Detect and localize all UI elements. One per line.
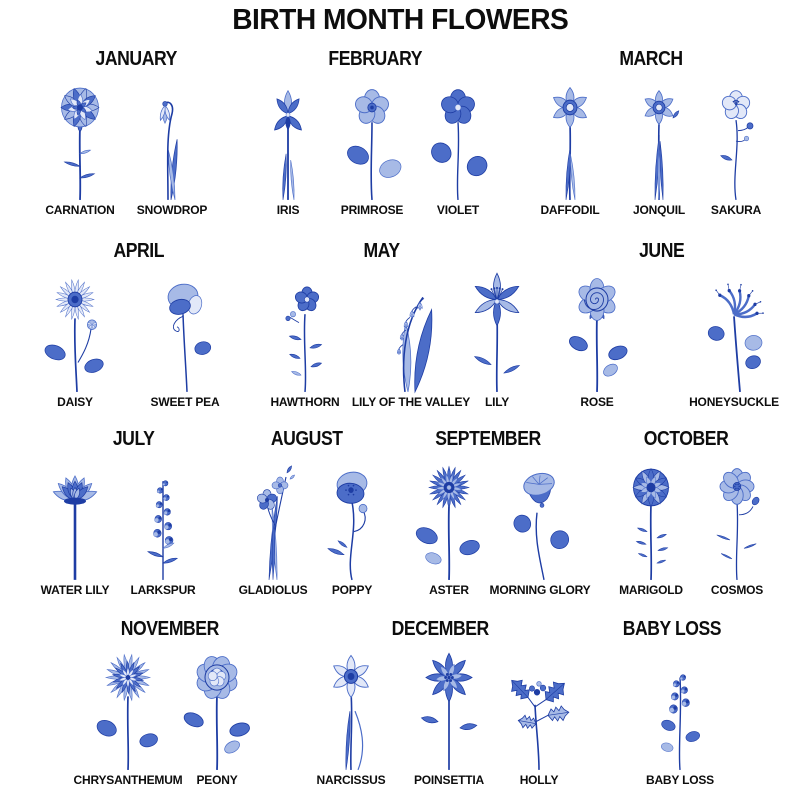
month-header-february — [265, 48, 485, 71]
month-header-december — [330, 618, 550, 641]
flower-label: MARIGOLD — [619, 583, 683, 597]
cosmos-flower-icon — [687, 456, 787, 582]
flower-label: POINSETTIA — [413, 773, 484, 787]
month-header-label: AUGUST — [271, 428, 343, 450]
month-header-may — [272, 240, 492, 263]
flower-label: ROSE — [580, 395, 614, 409]
flower-figure-poinsettia — [399, 646, 499, 787]
flower-figure-sweet-pea — [135, 268, 235, 409]
flower-label: DAISY — [57, 395, 93, 409]
flower-figure-primrose — [322, 76, 422, 217]
snowdrop-flower-icon — [122, 76, 222, 202]
aster-flower-icon — [399, 456, 499, 582]
flower-label: CARNATION — [45, 203, 115, 217]
flower-figure-daffodil — [520, 76, 620, 217]
month-header-label: FEBRUARY — [328, 48, 422, 70]
lily-of-the-valley-flower-icon — [361, 268, 461, 394]
morning-glory-flower-icon — [490, 456, 590, 582]
month-header-label: NOVEMBER — [120, 618, 220, 640]
chrysanthemum-flower-icon — [78, 646, 178, 772]
flower-label: MORNING GLORY — [489, 583, 591, 597]
flower-label: DAFFODIL — [540, 203, 600, 217]
month-header-april — [29, 240, 249, 263]
month-header-march — [541, 48, 761, 71]
month-header-label: BABY LOSS — [622, 618, 722, 640]
month-header-label: MARCH — [619, 48, 683, 70]
flower-label: HONEYSUCKLE — [689, 395, 779, 409]
peony-flower-icon — [167, 646, 267, 772]
rose-flower-icon — [547, 268, 647, 394]
month-header-november — [60, 618, 280, 641]
flower-label: HOLLY — [519, 773, 559, 787]
honeysuckle-flower-icon — [684, 268, 784, 394]
flower-label: PRIMROSE — [340, 203, 404, 217]
month-header-label: OCTOBER — [643, 428, 729, 450]
month-header-label: DECEMBER — [391, 618, 489, 640]
flower-label: WATER LILY — [40, 583, 110, 597]
month-header-label: SEPTEMBER — [435, 428, 541, 450]
flower-figure-cosmos — [687, 456, 787, 597]
flower-label: LILY OF THE VALLEY — [351, 395, 471, 409]
month-header-june — [552, 240, 772, 263]
flower-figure-daisy — [25, 268, 125, 409]
flower-label: POPPY — [331, 583, 373, 597]
flower-figure-snowdrop — [122, 76, 222, 217]
daisy-flower-icon — [25, 268, 125, 394]
page-title: BIRTH MONTH FLOWERS — [231, 4, 569, 36]
month-header-label: APRIL — [113, 240, 165, 262]
flower-label: GLADIOLUS — [238, 583, 308, 597]
flower-label: CHRYSANTHEMUM — [73, 773, 183, 787]
flower-label: BABY LOSS — [646, 773, 714, 787]
month-header-label: JANUARY — [95, 48, 177, 70]
flower-label: LARKSPUR — [130, 583, 196, 597]
flower-figure-violet — [408, 76, 508, 217]
holly-flower-icon — [489, 646, 589, 772]
flower-figure-hawthorn — [255, 268, 355, 409]
water-lily-flower-icon — [25, 456, 125, 582]
flower-label: COSMOS — [710, 583, 764, 597]
flower-label: JONQUIL — [633, 203, 685, 217]
flower-figure-lily — [447, 268, 547, 409]
flower-label: SNOWDROP — [136, 203, 208, 217]
flower-label: VIOLET — [436, 203, 480, 217]
narcissus-flower-icon — [301, 646, 401, 772]
flower-label: HAWTHORN — [270, 395, 340, 409]
flower-label: IRIS — [276, 203, 300, 217]
month-header-label: JUNE — [639, 240, 685, 262]
month-header-label: JULY — [113, 428, 155, 450]
flower-figure-carnation — [30, 76, 130, 217]
flower-figure-holly — [489, 646, 589, 787]
sakura-flower-icon — [686, 76, 786, 202]
flower-label: ASTER — [429, 583, 469, 597]
flower-figure-sakura — [686, 76, 786, 217]
carnation-flower-icon — [30, 76, 130, 202]
flower-label: SWEET PEA — [150, 395, 220, 409]
flower-label: LILY — [484, 395, 510, 409]
flower-figure-morning-glory — [490, 456, 590, 597]
month-header-september — [378, 428, 598, 451]
flower-figure-aster — [399, 456, 499, 597]
flower-figure-peony — [167, 646, 267, 787]
month-header-baby-loss — [562, 618, 782, 641]
lily-flower-icon — [447, 268, 547, 394]
flower-figure-lily-of-the-valley — [351, 268, 471, 409]
flower-figure-baby-loss — [630, 646, 730, 787]
flower-label: PEONY — [196, 773, 238, 787]
poppy-flower-icon — [302, 456, 402, 582]
flower-figure-rose — [547, 268, 647, 409]
month-header-label: MAY — [363, 240, 401, 262]
flower-figure-water-lily — [25, 456, 125, 597]
larkspur-flower-icon — [113, 456, 213, 582]
flower-figure-poppy — [302, 456, 402, 597]
flower-figure-marigold — [601, 456, 701, 597]
daffodil-flower-icon — [520, 76, 620, 202]
marigold-flower-icon — [601, 456, 701, 582]
flower-figure-larkspur — [113, 456, 213, 597]
flower-figure-honeysuckle — [684, 268, 784, 409]
hawthorn-flower-icon — [255, 268, 355, 394]
flower-figure-chrysanthemum — [73, 646, 183, 787]
sweet-pea-flower-icon — [135, 268, 235, 394]
baby-loss-flower-icon — [630, 646, 730, 772]
flower-label: SAKURA — [710, 203, 762, 217]
flower-label: NARCISSUS — [316, 773, 386, 787]
month-header-january — [26, 48, 246, 71]
violet-flower-icon — [408, 76, 508, 202]
poinsettia-flower-icon — [399, 646, 499, 772]
flower-figure-narcissus — [301, 646, 401, 787]
primrose-flower-icon — [322, 76, 422, 202]
month-header-october — [576, 428, 796, 451]
